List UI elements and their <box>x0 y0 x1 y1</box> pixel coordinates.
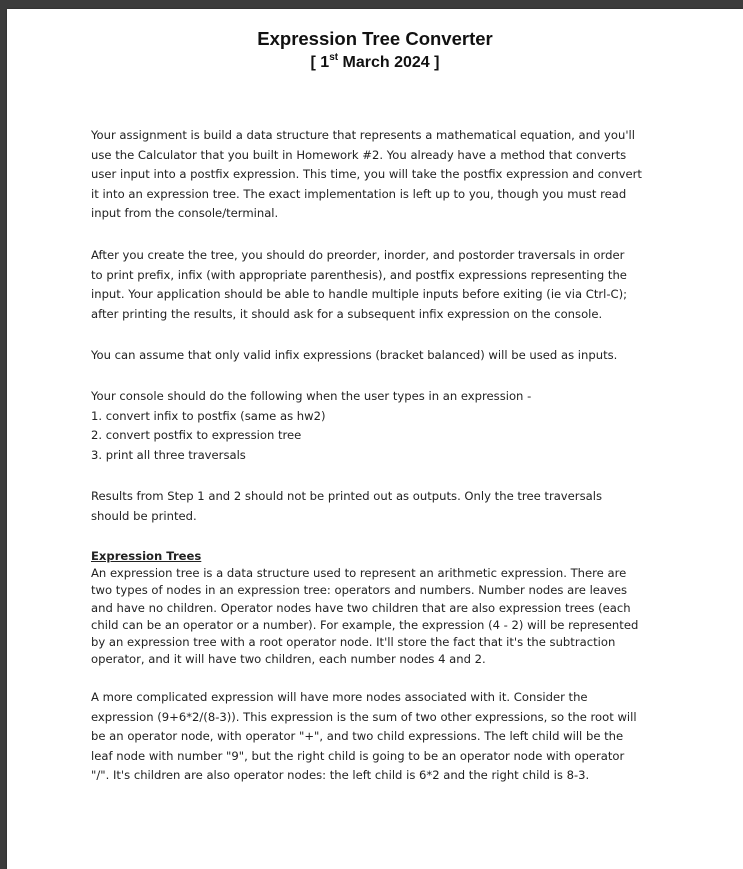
text-line: input from the console/terminal. <box>91 206 279 220</box>
text-line: to print prefix, infix (with appropriate parenthesis), and postfix expressions representing the <box>91 267 627 282</box>
text-line: Results from Step 1 and 2 should not be printed out as outputs. Only the tree traversals <box>91 489 602 503</box>
text-line: "/". It's children are also operator nodes: the left child is 6*2 and the right child is 8-3. <box>91 768 590 782</box>
text-line: it into an expression tree. The exact implementation is left up to you, though you must read <box>91 186 627 201</box>
text-line: child can be an operator or a number). For example, the expression (4 - 2) will be represented <box>91 617 639 632</box>
text-line: leaf node with number "9", but the right child is going to be an operator node with operator <box>91 748 625 763</box>
text-line: A more complicated expression will have more nodes associated with it. Consider the <box>91 690 588 704</box>
document-page <box>7 9 743 869</box>
page-title: Expression Tree Converter <box>257 28 493 49</box>
date-open: [ 1 <box>310 54 330 71</box>
paragraph-complex-expression <box>91 688 651 786</box>
text-line: use the Calculator that you built in Homework #2. You already have a method that converts <box>91 147 627 162</box>
text-line: user input into a postfix expression. This time, you will take the postfix expression and convert <box>91 167 642 181</box>
date-rest: March 2024 ] <box>338 54 440 71</box>
text-line: be an operator node, with operator "+", and two child expressions. The left child will be the <box>91 729 624 743</box>
text-line: An expression tree is a data structure used to represent an arithmetic expression. There are <box>91 566 627 581</box>
text-line: Your assignment is build a data structure that represents a mathematical equation, and you'll <box>91 128 635 142</box>
text-line: expression (9+6*2/(8-3)). This expression is the sum of two other expressions, so the root will <box>91 709 637 724</box>
text-line: by an expression tree with a root operator node. It'll store the fact that it's the subtraction <box>91 635 616 650</box>
text-line: operator, and it will have two children, each number nodes 4 and 2. <box>91 652 486 667</box>
paragraph-assumption <box>91 346 651 366</box>
text-line: after printing the results, it should ask for a subsequent infix expression on the console. <box>91 306 603 321</box>
paragraph-results <box>91 487 651 526</box>
text-line: After you create the tree, you should do preorder, inorder, and postorder traversals in order <box>91 248 625 262</box>
list-item: 3. print all three traversals <box>91 447 246 462</box>
section-heading: Expression Trees <box>91 549 202 563</box>
paragraph-traversals <box>91 246 651 324</box>
text-line: and have no children. Operator nodes have two children that are also expression trees (each <box>91 600 631 615</box>
list-item: 2. convert postfix to expression tree <box>91 428 302 442</box>
section-expression-trees <box>91 548 651 668</box>
text-line: two types of nodes in an expression tree: operators and numbers. Number nodes are leaves <box>91 583 628 598</box>
date-superscript: st <box>329 52 339 63</box>
text-line: You can assume that only valid infix expressions (bracket balanced) will be used as inputs. <box>91 348 618 362</box>
document-date <box>7 54 743 72</box>
list-item: 1. convert infix to postfix (same as hw2) <box>91 408 326 423</box>
text-line: should be printed. <box>91 508 197 523</box>
paragraph-console-steps <box>91 387 651 465</box>
text-line: Your console should do the following when the user types in an expression - <box>91 389 532 403</box>
paragraph-assignment <box>91 126 651 224</box>
text-line: input. Your application should be able to handle multiple inputs before exiting (ie via Ctrl-C); <box>91 287 628 301</box>
